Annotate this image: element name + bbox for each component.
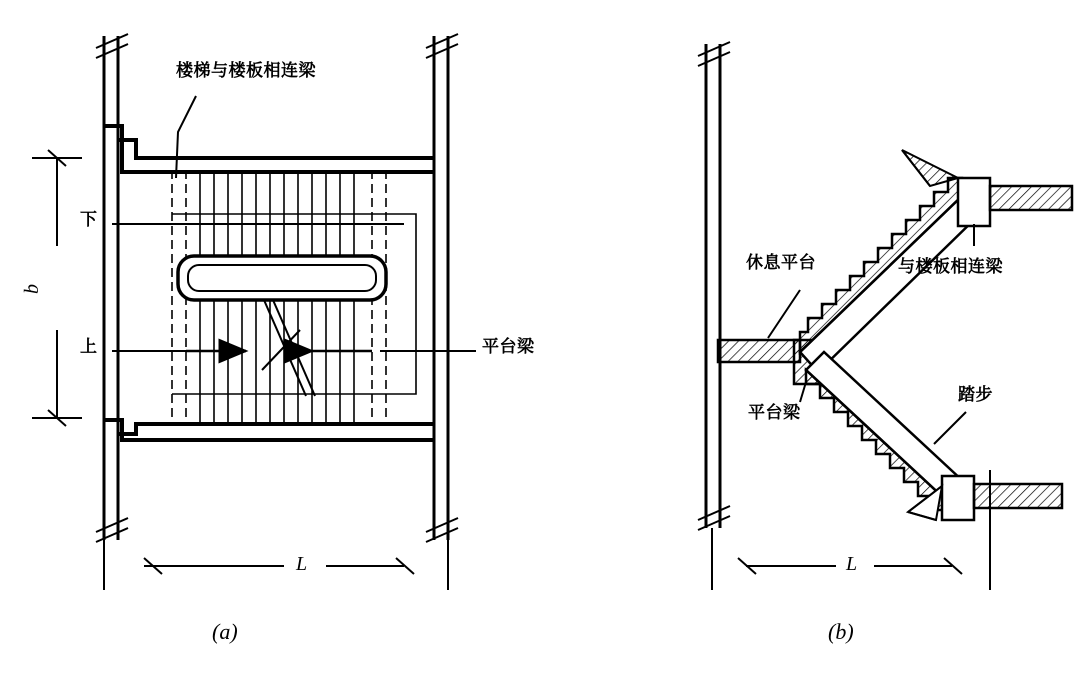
wall-lower-return [104,420,434,440]
panel-a-plan [32,34,476,590]
leader-rest-platform [768,290,800,338]
label-down: 下 [80,210,98,229]
wall-upper-return [104,126,434,172]
wall-b [698,42,730,530]
label-dimension-L-b: L [846,553,858,575]
label-beam-connected-slab-b: 与楼板相连梁 [898,257,1003,276]
label-dimension-b: b [21,284,43,294]
label-rest-platform: 休息平台 [746,253,816,272]
label-dimension-L-a: L [296,553,308,575]
caption-panel-b: (b) [828,619,854,644]
label-step: 踏步 [958,385,993,404]
landing-slab [178,256,386,300]
panel-b-section [698,42,1072,590]
label-platform-beam-a: 平台梁 [482,337,535,356]
wall-right [426,34,458,542]
leader-step [934,412,966,444]
label-platform-beam-b: 平台梁 [748,403,801,422]
leader-beam-slab-a [176,96,196,178]
label-up: 上 [80,337,98,356]
caption-panel-a: (a) [212,619,238,644]
dimension-L-a [104,540,448,590]
wall-left [96,34,128,542]
rest-platform-slab [718,340,800,362]
label-beam-connected-slab-a: 楼梯与楼板相连梁 [176,61,316,80]
